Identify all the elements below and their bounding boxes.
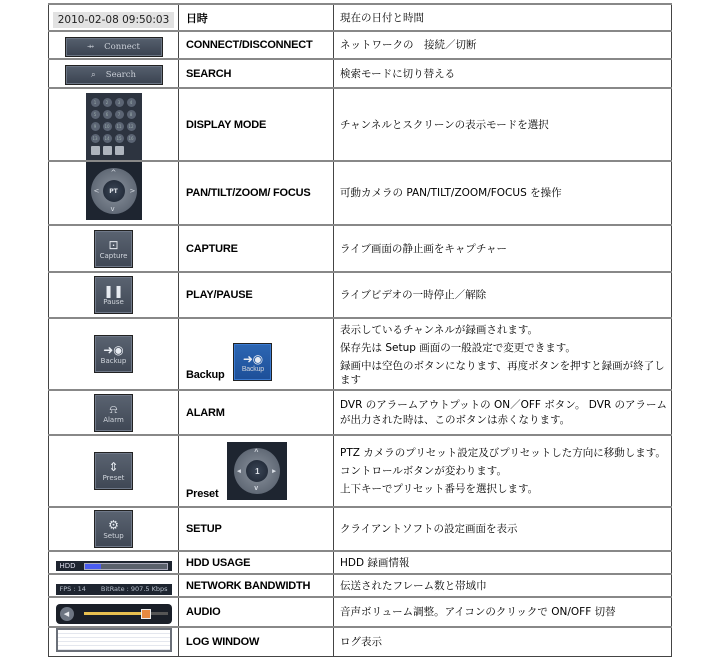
arrow-down-icon: v	[254, 485, 258, 492]
ptz-control[interactable]: ^ v < > PT	[86, 162, 142, 220]
function-name: HDD USAGE	[179, 551, 334, 574]
alarm-button[interactable]: ⍾ Alarm	[94, 394, 133, 432]
arrow-right-icon[interactable]: >	[129, 187, 136, 195]
table-row	[49, 59, 672, 88]
table-row	[49, 551, 672, 574]
volume-slider[interactable]	[84, 612, 168, 615]
table-row	[49, 435, 672, 507]
setup-gear-icon: ⚙	[108, 518, 119, 532]
description: クライアントソフトの設定画面を表示	[340, 523, 518, 535]
table-row	[49, 88, 672, 161]
log-window-thumbnail	[56, 628, 172, 652]
description: ネットワークの 接続／切断	[340, 39, 477, 51]
table-row	[49, 272, 672, 318]
function-name: CAPTURE	[179, 225, 334, 272]
description: 音声ボリューム調整。アイコンのクリックで ON/OFF 切替	[340, 606, 616, 618]
table-row	[49, 597, 672, 627]
function-name: Preset	[186, 488, 219, 500]
datetime-display: 2010-02-08 09:50:03	[53, 12, 175, 28]
description: 可動カメラの PAN/TILT/ZOOM/FOCUS を操作	[340, 187, 562, 199]
camera-capture-icon: ⊡	[108, 237, 119, 252]
function-name: PAN/TILT/ZOOM/ FOCUS	[179, 161, 334, 225]
display-mode-grid[interactable]: 1 2 3 4 5 6 7 8 9 10 11 12 13 14 15 16	[86, 93, 142, 160]
description: チャンネルとスクリーンの表示モードを選択	[340, 118, 549, 131]
description: ログ表示	[340, 636, 382, 648]
backup-button[interactable]: ➜◉ Backup	[94, 335, 133, 373]
description: PTZ カメラのプリセット設定及びプリセットした方向に移動します。	[340, 447, 666, 459]
audio-slider[interactable]	[56, 604, 172, 624]
arrow-up-icon: ^	[254, 449, 259, 456]
table-row	[49, 390, 672, 435]
speaker-icon[interactable]: ◀	[60, 607, 74, 621]
function-name: Backup	[186, 369, 225, 381]
volume-knob[interactable]	[141, 609, 151, 619]
setup-button[interactable]: ⚙ Setup	[94, 510, 133, 548]
search-icon: ⌕	[91, 70, 96, 80]
table-row	[49, 225, 672, 272]
description: DVR のアラームアウトプットの ON／OFF ボタン。 DVR のアラームが出力された時は、このボタンは赤くなります。	[340, 398, 668, 426]
function-name: NETWORK BANDWIDTH	[179, 574, 334, 597]
description: コントロールボタンが変わります。	[340, 465, 507, 477]
capture-button[interactable]: ⊡ Capture	[94, 230, 133, 268]
backup-button-active: ➜◉ Backup	[233, 343, 272, 381]
function-name: 日時	[179, 4, 334, 31]
table-row	[49, 627, 672, 657]
description: HDD 録画情報	[340, 556, 410, 569]
table-row	[49, 4, 672, 31]
description: 検索モードに切り替える	[340, 67, 456, 80]
function-name: PLAY/PAUSE	[179, 272, 334, 318]
alarm-light-icon: ⍾	[109, 401, 118, 416]
connect-button[interactable]: ⇸ Connect	[65, 37, 163, 57]
function-name: SETUP	[179, 507, 334, 551]
description: 伝送されたフレーム数と帯域巾	[340, 579, 487, 592]
function-name: CONNECT/DISCONNECT	[179, 31, 334, 59]
table-row	[49, 161, 672, 225]
preset-button[interactable]: ⇕ Preset	[94, 452, 133, 490]
network-bandwidth-bar: FPS : 14 BitRate : 907.5 Kbps	[56, 584, 172, 595]
function-reference-table	[48, 3, 672, 657]
description: ライブ画面の静止画をキャプチャー	[340, 242, 508, 255]
camera-right-icon: ▸	[272, 468, 276, 475]
backup-icon: ➜◉	[103, 343, 124, 357]
table-row	[49, 318, 672, 390]
function-name: DISPLAY MODE	[179, 88, 334, 161]
arrow-up-icon[interactable]: ^	[110, 169, 117, 177]
function-name: SEARCH	[179, 59, 334, 88]
hdd-usage-bar: HDD	[56, 561, 172, 571]
function-name: ALARM	[179, 390, 334, 435]
table-row	[49, 31, 672, 59]
plug-icon: ⇸	[87, 41, 95, 52]
preset-control: ^ v ◂ ▸ 1	[227, 442, 287, 500]
preset-camera-icon: ⇕	[108, 460, 119, 474]
search-button[interactable]: ⌕ Search	[65, 65, 163, 85]
arrow-left-icon[interactable]: <	[93, 187, 100, 195]
description: 録画中は空色のボタンになります、再度ボタンを押すと録画が終了します	[340, 360, 665, 386]
table-row	[49, 574, 672, 597]
description: 保存先は Setup 画面の一般設定で変更できます。	[340, 342, 576, 354]
description: 上下キーでプリセット番号を選択します。	[340, 483, 539, 495]
description: ライブビデオの一時停止／解除	[340, 289, 487, 301]
pause-button[interactable]: ❚❚ Pause	[94, 276, 133, 314]
function-name: LOG WINDOW	[179, 627, 334, 657]
description: 現在の日付と時間	[340, 11, 424, 24]
pause-icon: ❚❚	[103, 284, 124, 298]
description: 表示しているチャンネルが録画されます。	[340, 324, 539, 336]
table-row	[49, 507, 672, 551]
arrow-down-icon[interactable]: v	[110, 205, 115, 213]
camera-left-icon: ◂	[237, 468, 241, 475]
function-name: AUDIO	[179, 597, 334, 627]
backup-icon: ➜◉	[242, 351, 263, 366]
